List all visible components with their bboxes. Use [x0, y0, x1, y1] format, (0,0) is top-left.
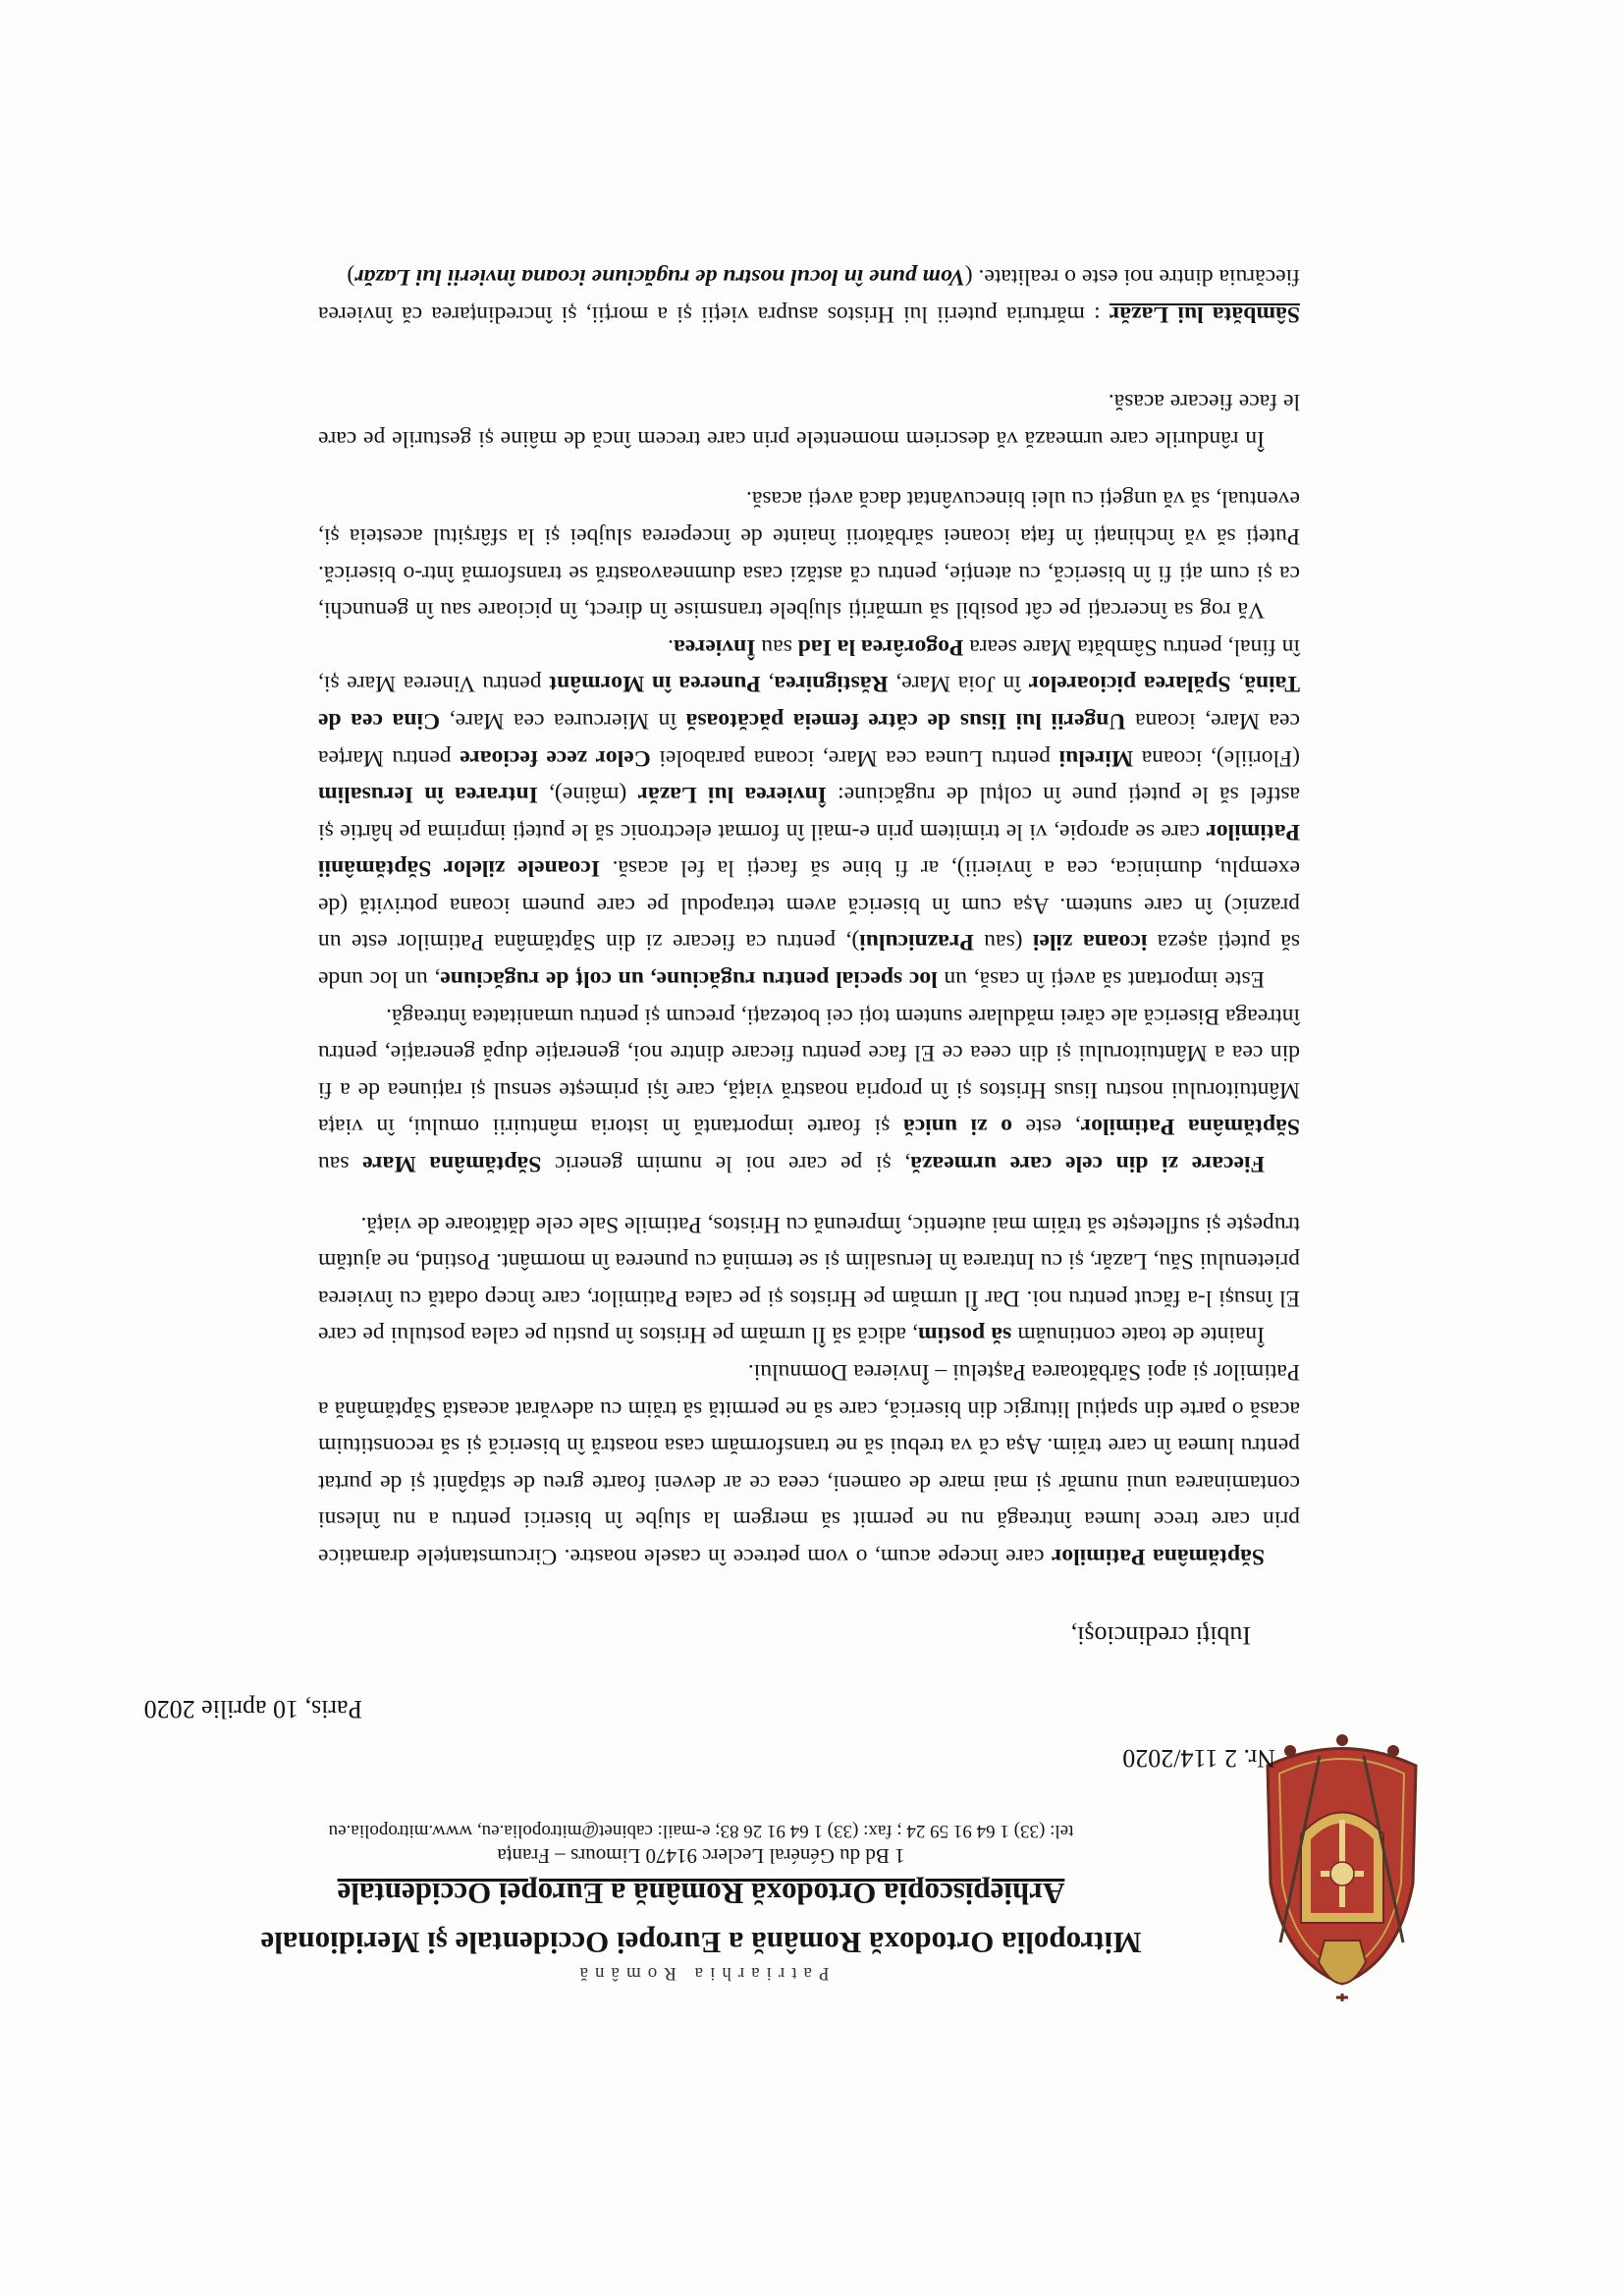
text: ,	[1230, 671, 1245, 697]
text: și foarte importantă în istoria mântuirii omului, în viața Mântuitorului nostru Iisus Hristos și în propria noastră viață, care își primește sensul și rațiunea de a fi din cea a Mântuitorului și din ceea ce El face pentru fiecare dintre noi, generație după generație, pentru întreaga Biserică ale cărei mădulare suntem toți cei botezați, precum și pentru umanitatea întreagă.	[318, 1003, 1300, 1140]
coat-of-arms-icon	[1261, 1722, 1423, 2001]
reference-number: Nr. 2 114/2020	[1122, 1744, 1275, 1773]
text: în Miercurea cea Mare,	[440, 707, 686, 734]
emphasis: Icoanele zilelor Săptămânii Patimilor	[318, 818, 1300, 882]
emphasis: să postim	[917, 1322, 1012, 1348]
day-heading: Sâmbăta lui Lazăr	[1109, 301, 1300, 327]
emphasis: icoana zilei	[1032, 929, 1148, 956]
text: Este important să aveți în casă, un	[937, 966, 1265, 993]
paragraph-lazarus-saturday	[318, 257, 1300, 331]
paragraph-each-day	[318, 997, 1300, 1181]
emphasis: o zi unică	[902, 1114, 1012, 1140]
paragraph-moments	[318, 383, 1300, 457]
text: ,	[760, 671, 775, 697]
text: .	[668, 633, 675, 660]
text: care se apropie, vi le trimitem prin e-mail în format electronic să le puteți imprima pe hârtie și astfel să le puteți pune în colțul de rugăciune:	[318, 782, 1300, 845]
paragraph-live-services	[318, 480, 1300, 628]
text: )	[347, 264, 355, 290]
text: care începe acum, o vom petrece în casele noastre. Circumstanțele dramatice prin care trece lumea întreagă nu ne permit să mergem la slujbe în biserici pentru a nu înlesni contaminarea unui număr și mai mare de oameni, ceea ce ar deveni foarte greu de stăpânit și de purtat pentru lumea în care trăim. Așa că va trebui să ne transformăm casa noastră în biserică și să reconstituim acasă o parte din spațiul liturgic din biserică, care să ne permită să trăim cu adevărat această Săptămână a Patimilor și apoi Sărbătoarea Paștelui – Învierea Domnului.	[318, 1359, 1300, 1569]
text: Vă rog sa încercați pe cât posibil să urmăriți slujbele transmise în direct, în picioare sau în genunchi, ca și cum ați fi în biserică, cu atenție, pentru că astăzi casa dumneavoastră se transformă într-o biserică. Puteți să vă închinați în fața icoanei sărbătorii înainte de începerea slujbei și la sfârșitul acesteia și, eventual, să vă ungeți cu ulei binecuvântat dacă aveți acasă.	[318, 486, 1300, 624]
emphasis: Săptămâna Patimilor	[1051, 1544, 1265, 1569]
emphasis: Spălarea picioarelor	[1028, 671, 1231, 697]
paragraph-holy-week	[318, 1352, 1300, 1574]
emphasis: Săptămâna Patimilor	[1080, 1114, 1300, 1140]
text: sau	[755, 633, 798, 660]
text: (Floriile), icoana	[1133, 744, 1300, 771]
text: pentru Lunea cea Mare, icoana parabolei	[650, 744, 1059, 771]
emphasis: Intrarea în Ierusalim	[318, 782, 538, 808]
emphasis: Răstignirea	[774, 671, 889, 697]
contact-line: tel: (33) 1 64 91 59 24 ; fax: (33) 1 64 91 26 83; e-mail: cabinet@mitropolia.eu, www.mitropolia.eu	[328, 1821, 1074, 1841]
emphasis: loc special pentru rugăciune, un colț de rugăciune	[440, 966, 938, 993]
text: , adică să Îl urmăm pe Hristos în pustiu pe calea postului pe care El însuși l-a făcut pentru noi. Dar Îl urmăm pe Hristos și pe calea Patimilor, care încep odată cu învierea prietenului Său, Lazăr, și cu Intrarea în Ierusalim și se termină cu punerea în mormânt. Postind, ne ajutăm trupește și sufletește să trăim mai autentic, împreună cu Hristos, Patimile Sale cele dătătoare de viață.	[317, 1211, 1300, 1348]
emphasis: Ungerii lui Iisus de către femeia păcătoasă	[685, 707, 1126, 734]
text: Înainte de toate continuăm	[1011, 1322, 1265, 1348]
emphasis: Praznicului	[859, 929, 974, 956]
text: (mâine),	[537, 782, 638, 808]
paragraph-fasting	[318, 1205, 1300, 1352]
emphasis: Săptămâna Mare	[362, 1151, 542, 1177]
text: : mărturia puterii lui Hristos asupra vieții și a morții, și încredințarea că învierea fiecăruia dintre noi este o realitate. (	[317, 264, 1300, 327]
emphasis: Cina cea de Taină	[318, 671, 1300, 734]
text: sau	[318, 1151, 363, 1177]
text: , și pe care noi le numim generic	[541, 1151, 911, 1177]
text: pentru Vinerea Mare și, în final, pentru Sâmbăta Mare seara	[317, 633, 1300, 697]
paragraph-prayer-corner	[318, 628, 1300, 997]
address-line: 1 Bd du Général Leclerc 91470 Limours – Franța	[497, 1844, 905, 1868]
text: în Joia Mare,	[888, 671, 1029, 697]
emphasis: Punerea în Mormânt	[549, 671, 761, 697]
patriarchy-label: Patriarhia Română	[572, 1963, 830, 1984]
letter-body	[318, 257, 1300, 1574]
salutation: Iubiţi credincioşi,	[1070, 1621, 1251, 1650]
emphasis: Învierea lui Lazăr	[637, 782, 827, 808]
text: (sau	[973, 929, 1033, 956]
emphasis: Celor zece fecioare	[460, 744, 651, 771]
dateline: Paris, 10 aprilie 2020	[143, 1695, 362, 1723]
text: , este	[1011, 1114, 1081, 1140]
emphasis: Învierea	[674, 633, 756, 660]
emphasis: Mirelui	[1058, 744, 1134, 771]
emphasis: Pogorârea la Iad	[797, 633, 964, 660]
text: , un loc unde să puteți așeza	[318, 929, 1300, 993]
emphasis: Vom pune în locul nostru de rugăciune icoana învierii lui Lazăr	[354, 264, 965, 290]
text: pentru Marțea cea Mare, icoana	[318, 707, 1300, 771]
archdiocese-title: Arhiepiscopia Ortodoxă Română a Europei Occidentale	[337, 1877, 1065, 1911]
metropolis-title: Mitropolia Ortodoxă Română a Europei Occidentale şi Meridionale	[260, 1926, 1142, 1960]
text: ), pentru ca fiecare zi din Săptămâna Patimilor este un praznic) în care suntem. Așa cum în biserică avem tetrapodul pe care punem icoana potrivită (de exemplu, duminica, cea a învierii), ar fi bine să faceți la fel acasă.	[318, 855, 1300, 956]
emphasis: Fiecare zi din cele care urmează	[910, 1151, 1265, 1177]
text: În rândurile care urmează vă descriem momentele prin care trecem încă de mâine și gesturile pe care le face fiecare acasă.	[318, 389, 1300, 452]
